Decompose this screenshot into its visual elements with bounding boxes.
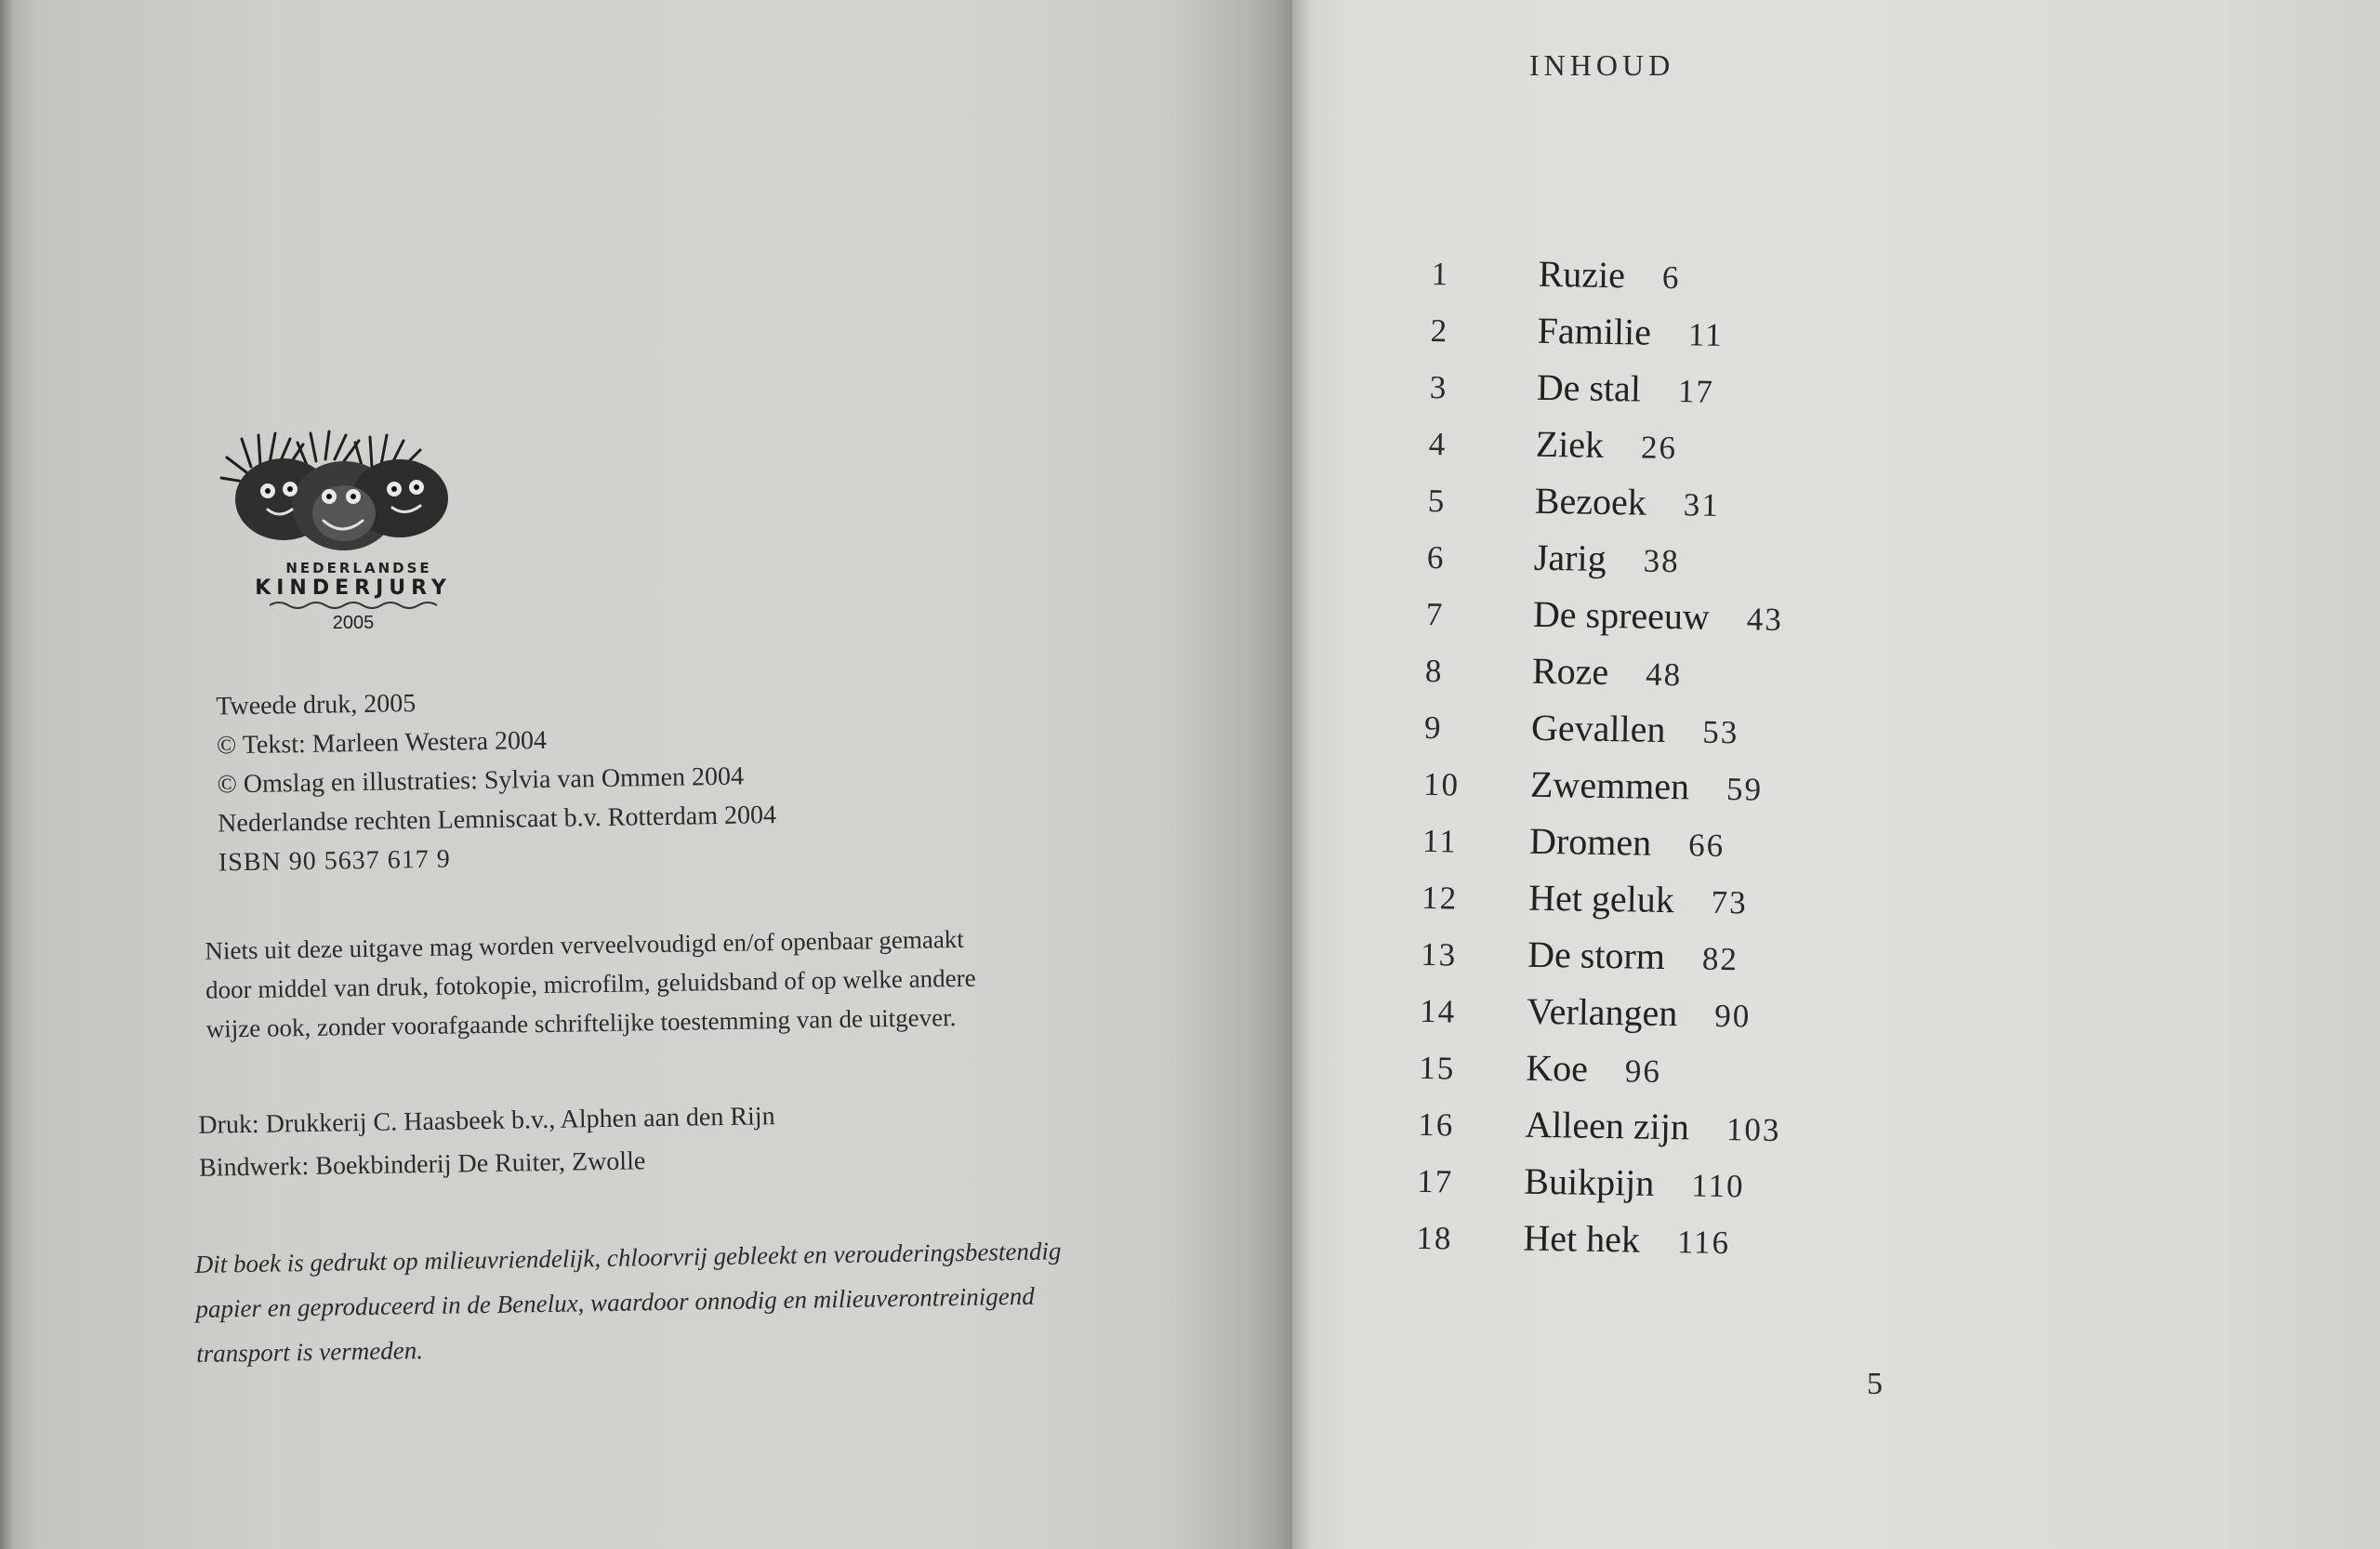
toc-row [1419,989,1978,1058]
toc-page-number: 31 [1683,486,1721,523]
toc-chapter-number: 16 [1418,1105,1455,1144]
rights-block [205,917,1145,1049]
toc-page-number: 38 [1643,542,1680,580]
toc-chapter-number: 3 [1429,368,1448,406]
logo-squiggle-icon [260,600,446,609]
toc-page-number: 73 [1711,883,1749,921]
toc-chapter-number: 8 [1424,652,1444,690]
isbn-line: ISBN 90 5637 617 9 [218,844,451,878]
logo-year: 2005 [332,613,375,633]
credits-line: © Omslag en illustraties: Sylvia van Ommen 2004 [217,761,745,800]
toc-chapter-title: Alleen zijn [1524,1103,1690,1148]
toc-page-number: 110 [1691,1167,1745,1205]
toc-entry [1531,706,1739,753]
toc-entry [1535,479,1721,525]
credits-line: Tweede druk, 2005 [216,689,416,722]
toc-entry [1527,933,1739,980]
printing-line: Bindwerk: Boekbinderij De Ruiter, Zwolle [198,1146,646,1183]
toc-entry [1527,989,1752,1037]
toc-page-number: 82 [1701,940,1739,978]
toc-chapter-title: Verlangen [1526,989,1678,1035]
toc-page-number: 6 [1661,258,1681,297]
toc-chapter-title: Ruzie [1538,252,1626,297]
toc-chapter-number: 13 [1420,935,1458,973]
credits-block [216,672,1174,882]
toc-chapter-title: Roze [1531,649,1609,694]
toc-page-number: 66 [1687,827,1726,865]
eco-notice [194,1227,1163,1376]
toc-row [1429,365,1988,434]
toc-chapter-title: Gevallen [1530,706,1666,751]
toc-entry [1537,309,1724,355]
toc-chapter-title: Bezoek [1534,479,1647,523]
toc-chapter-number: 15 [1418,1049,1456,1087]
credits-line: Nederlandse rechten Lemniscaat b.v. Rotterdam 2004 [218,801,777,839]
toc-chapter-number: 18 [1416,1219,1453,1257]
toc-entry [1532,649,1683,695]
eco-line: Dit boek is gedrukt op milieuvriendelijk, chloorvrij gebleekt en verouderingsbestendig [194,1237,1062,1278]
toc-chapter-title: Het hek [1523,1216,1641,1261]
toc-title: INHOUD [1529,48,1675,82]
toc-page-number: 116 [1676,1224,1731,1262]
toc-chapter-number: 7 [1425,595,1445,633]
kids-faces-icon [214,430,493,569]
toc-entry [1523,1216,1730,1263]
toc-entry [1538,252,1681,298]
toc-entry [1533,592,1784,640]
toc-row [1416,1216,1975,1285]
toc-page-number: 26 [1640,429,1678,467]
toc-page-number: 96 [1624,1053,1662,1090]
toc-row [1425,592,1984,661]
toc-chapter-number: 10 [1422,765,1461,803]
toc-entry [1529,819,1726,866]
toc-entry [1524,1159,1745,1207]
toc-chapter-title: Het geluk [1527,876,1675,921]
toc-chapter-number: 14 [1419,992,1457,1030]
toc-chapter-title: Ziek [1535,422,1605,466]
toc-chapter-number: 4 [1428,425,1448,463]
toc-chapter-title: De storm [1527,933,1666,978]
toc-entry [1534,536,1680,581]
toc-chapter-number: 17 [1417,1162,1454,1200]
book-gutter [1274,0,1311,1549]
toc-chapter-number: 5 [1427,482,1447,520]
toc-row [1427,479,1986,548]
toc-chapter-number: 2 [1430,311,1449,350]
toc-entry [1535,422,1677,468]
toc-entry [1536,365,1714,412]
colophon [186,672,1182,1376]
printing-block [198,1089,1179,1190]
toc-chapter-number: 1 [1431,256,1450,293]
toc-page-number: 43 [1746,601,1784,638]
toc-chapter-number: 11 [1421,822,1459,860]
table-of-contents [1416,252,1990,1285]
toc-chapter-title: De stal [1536,365,1642,410]
printing-line: Druk: Drukkerij C. Haasbeek b.v., Alphen aan den Rijn [198,1102,775,1140]
toc-page-number: 90 [1714,997,1752,1035]
rights-line: Niets uit deze uitgave mag worden verveelvoudigd en/of openbaar gemaakt [205,924,965,965]
logo-wordmark [214,560,493,634]
eco-line: transport is vermeden. [196,1336,424,1368]
logo-big-text: KINDERJURY [255,576,452,600]
logo-small-text: NEDERLANDSE [285,560,432,576]
toc-entry [1525,1103,1781,1150]
toc-chapter-title: Buikpijn [1524,1159,1655,1204]
toc-chapter-number: 6 [1426,538,1446,576]
eco-line: papier en geproduceerd in de Benelux, waardoor onnodig en milieuverontreinigend [195,1281,1035,1323]
toc-page-number: 59 [1726,771,1764,808]
toc-chapter-title: Familie [1537,309,1652,353]
rights-line: door middel van druk, fotokopie, microfilm, geluidsband of op welke andere [205,963,976,1004]
toc-page-number: 103 [1726,1111,1781,1149]
toc-chapter-number: 9 [1423,708,1443,747]
toc-chapter-number: 12 [1421,879,1459,917]
toc-chapter-title: De spreeuw [1532,592,1711,638]
rights-line: wijze ook, zonder voorafgaande schriftelijke toestemming van de uitgever. [205,1003,957,1043]
toc-page-number: 53 [1702,713,1739,751]
toc-page-number: 11 [1687,316,1724,353]
toc-page-number: 17 [1677,373,1715,410]
toc-entry [1526,1046,1661,1092]
toc-entry [1528,876,1748,923]
toc-chapter-title: Zwemmen [1529,762,1690,808]
toc-chapter-title: Jarig [1533,536,1607,579]
page-number: 5 [1867,1367,1883,1401]
kinderjury-logo [214,430,493,634]
credits-line: © Tekst: Marleen Westera 2004 [216,725,548,761]
toc-chapter-title: Dromen [1528,819,1652,864]
toc-page-number: 48 [1645,655,1683,694]
toc-chapter-title: Koe [1525,1046,1589,1090]
toc-entry [1530,762,1764,810]
